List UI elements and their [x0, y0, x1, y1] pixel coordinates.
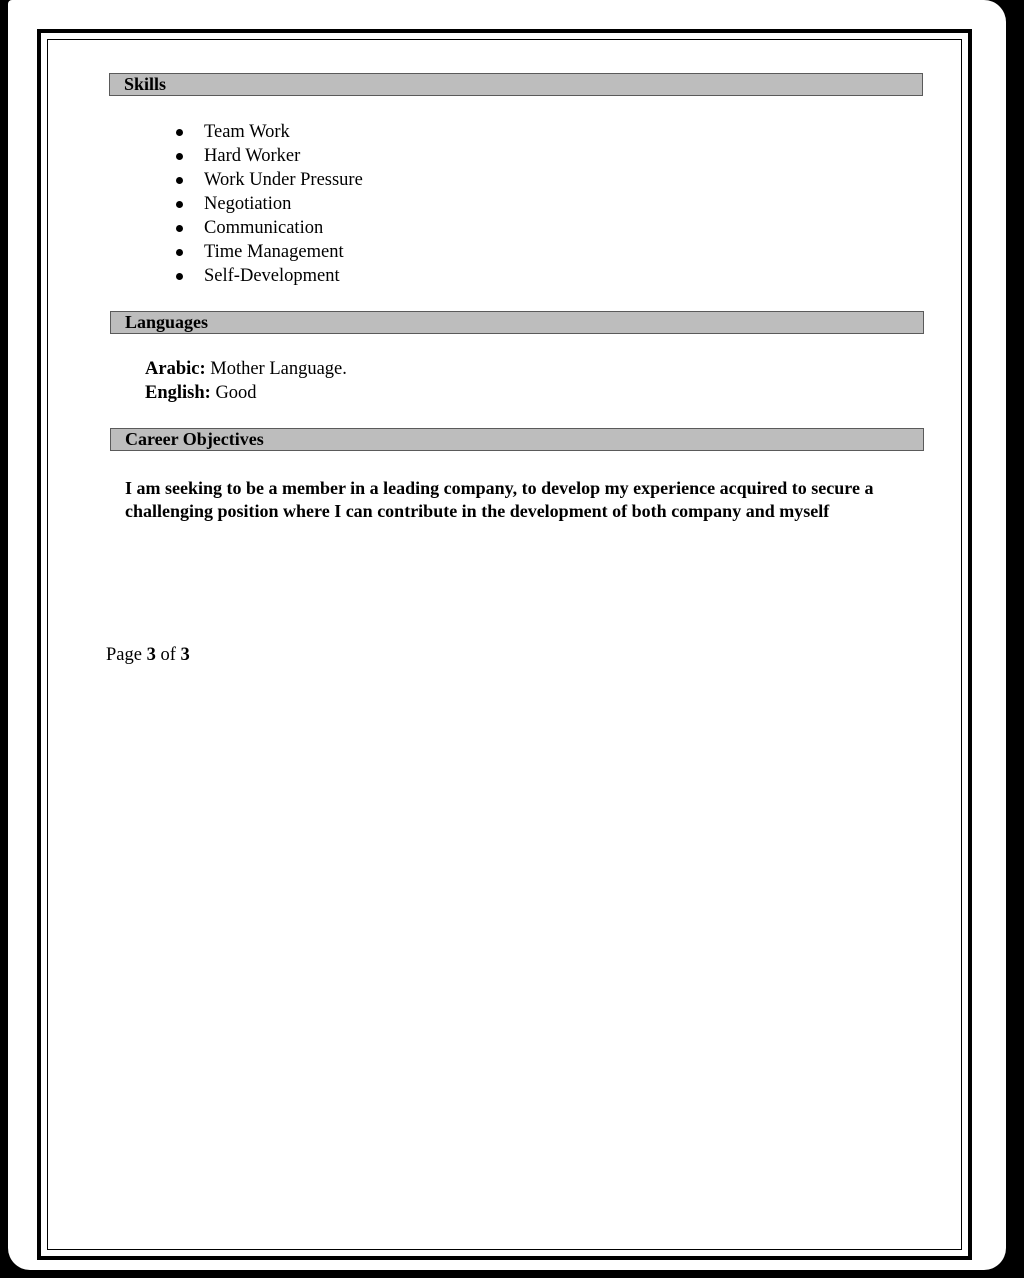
list-item: Self-Development — [176, 264, 363, 288]
document-page — [8, 0, 1006, 1270]
career-objective-text: I am seeking to be a member in a leading company, to develop my experience acquired to secure a challenging position where I can contribute in the development of both company and myself — [125, 478, 874, 521]
bullet-icon — [176, 177, 183, 184]
page-number: Page 3 of 3 — [106, 645, 190, 665]
language-row-arabic — [145, 357, 347, 381]
languages-heading: Languages — [110, 311, 924, 334]
language-name: English: — [145, 383, 211, 403]
list-item: Negotiation — [176, 192, 363, 216]
language-name: Arabic: — [145, 359, 206, 379]
language-level: Mother Language. — [210, 359, 347, 379]
list-item: Time Management — [176, 240, 363, 264]
skills-heading: Skills — [109, 73, 923, 96]
bullet-icon — [176, 201, 183, 208]
career-objectives-heading: Career Objectives — [110, 428, 924, 451]
bullet-icon — [176, 273, 183, 280]
list-item: Team Work — [176, 120, 363, 144]
bullet-icon — [176, 225, 183, 232]
list-item: Hard Worker — [176, 144, 363, 168]
bullet-icon — [176, 129, 183, 136]
bullet-icon — [176, 153, 183, 160]
list-item: Communication — [176, 216, 363, 240]
bullet-icon — [176, 249, 183, 256]
list-item: Work Under Pressure — [176, 168, 363, 192]
language-row-english — [145, 381, 257, 405]
skills-list — [176, 120, 363, 288]
language-level: Good — [215, 383, 257, 403]
